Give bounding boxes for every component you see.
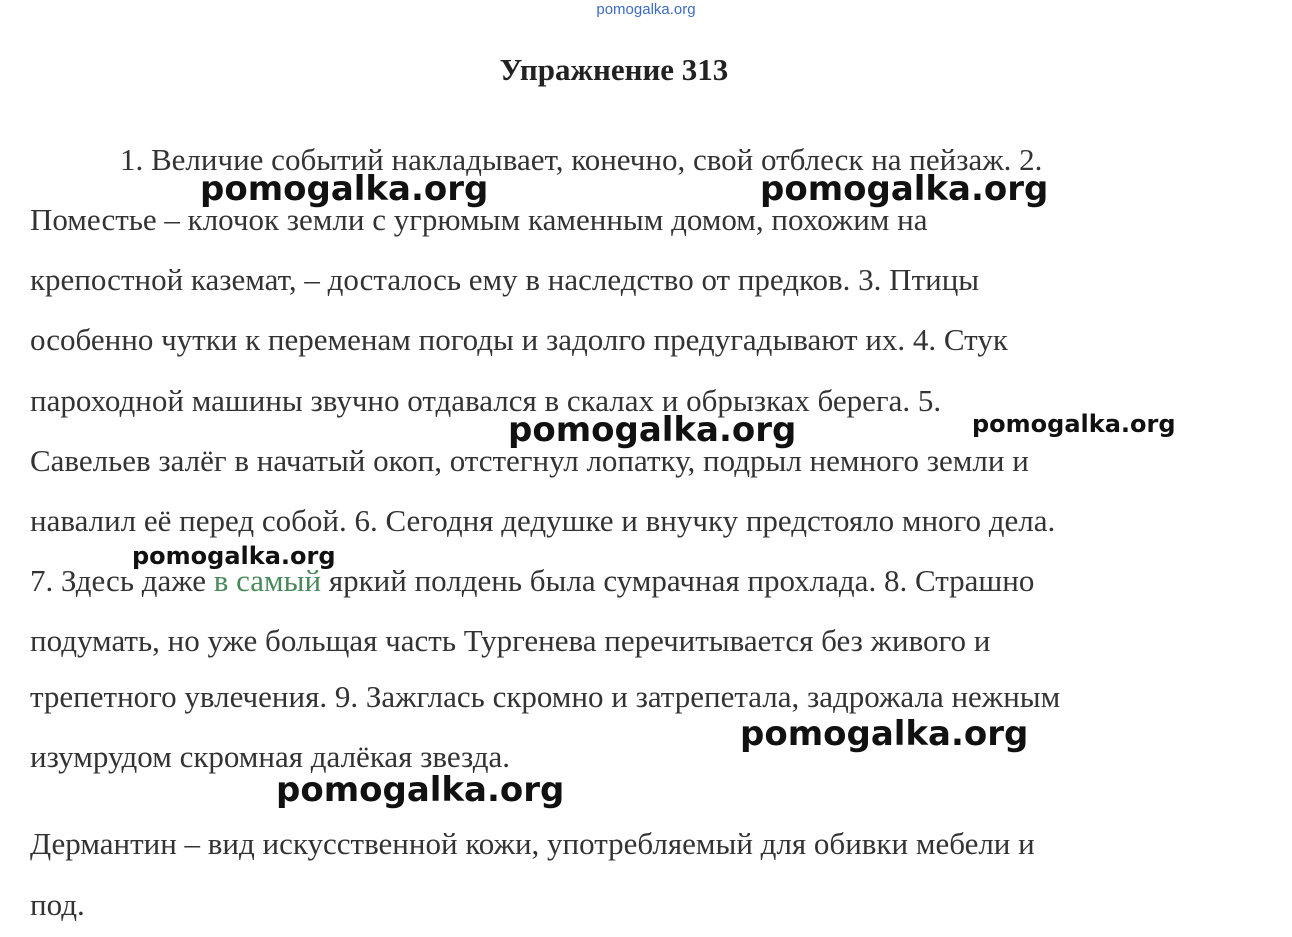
highlighted-segment: в самый [213, 563, 322, 598]
watermark: pomogalka.org [508, 410, 797, 450]
text-line-6: Савельев залёг в начатый окоп, отстегнул лопатку, подрыл немного земли и [30, 443, 1029, 478]
watermark: pomogalka.org [972, 410, 1176, 438]
watermark: pomogalka.org [276, 770, 565, 810]
site-link[interactable]: pomogalka.org [596, 1, 696, 18]
text-line-3: крепостной каземат, – досталось ему в наследство от предков. 3. Птицы [30, 262, 980, 297]
text-segment: яркий полдень была сумрачная прохлада. 8. Страшно [321, 563, 1035, 598]
definition-line-1: Дермантин – вид искусственной кожи, употребляемый для обивки мебели и [30, 826, 1035, 861]
text-line-4: особенно чутки к переменам погоды и задолго предугадывают их. 4. Стук [30, 322, 1008, 357]
watermark: pomogalka.org [760, 169, 1049, 209]
exercise-title: Упражнение 313 [499, 52, 729, 87]
definition-line-2: под. [30, 887, 85, 922]
watermark: pomogalka.org [200, 169, 489, 209]
text-line-10: трепетного увлечения. 9. Зажглась скромно и затрепетала, задрожала нежным [30, 679, 1061, 714]
text-line-1: 1. Величие событий накладывает, конечно, свой отблеск на пейзаж. 2. [120, 142, 1043, 177]
text-segment: 7. Здесь даже [30, 563, 214, 598]
text-line-7: навалил её перед собой. 6. Сегодня дедушке и внучку предстояло много дела. [30, 503, 1056, 538]
watermark: pomogalka.org [740, 714, 1029, 754]
text-line-2: Поместье – клочок земли с угрюмым каменным домом, похожим на [30, 202, 928, 237]
watermark: pomogalka.org [132, 542, 336, 570]
text-line-11: изумрудом скромная далёкая звезда. [30, 739, 510, 774]
text-line-5: пароходной машины звучно отдавался в скалах и обрызках берега. 5. [30, 383, 942, 418]
text-line-9: подумать, но уже больщая часть Тургенева перечитывается без живого и [30, 623, 991, 658]
